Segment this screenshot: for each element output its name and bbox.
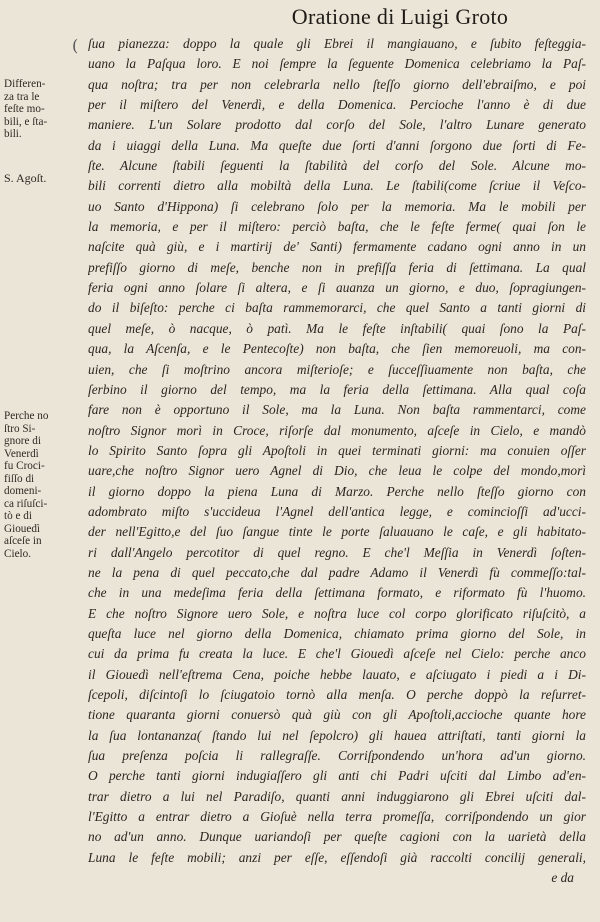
text-line: per il miſtero del Venerdì, e della Domenica. Percioche l'anno è di due — [88, 97, 586, 113]
text-line: tione quaranta giorni conuersò quà giù con gli Apoſtoli,accioche quante hore — [88, 707, 586, 723]
text-line: qua, la Aſcenſa, e le Pentecoſte) non baſta, che ſien memoreuoli, ma con- — [88, 341, 586, 357]
text-line: che in una medeſima feria della ſettimana formato, e riformato fù l'huomo. — [88, 585, 586, 601]
text-line: queſta luce nel giorno della Domenica, chiamato prima giorno del Sole, in — [88, 625, 586, 641]
text-line: bili correnti dietro alla mobiltà della Luna. Le ſtabili(come ſcriue il Veſco- — [88, 178, 586, 194]
text-line: l'Egitto a entrar dietro a Gioſuè nella terra promeſſa, corriſpondendo un gior — [88, 809, 586, 825]
margin-bracket-mark: ( — [72, 36, 79, 55]
text-line: da i uiaggi della Luna. Ma queſte due ſorti d'anni ſorgono due ſorti di Fe- — [88, 137, 586, 153]
text-line: E che noſtro Signore uero Sole, e noſtra luce col corpo glorificato riſuſcitò, a — [88, 605, 586, 621]
margin-note-line: za tra le — [4, 90, 40, 103]
margin-note-line: Venerdì — [4, 447, 39, 460]
text-line: quel meſe, ò nacque, ò patì. Ma le feſte inſtabili( quai ſono la Paſ- — [88, 320, 586, 336]
margin-note-line: domeni- — [4, 485, 42, 497]
text-line: il Giouedì nell'eſtrema Cena, poiche hebbe lauato, e aſciugato i piedi a i Di- — [88, 666, 586, 682]
margin-note-line: Giouedì — [4, 522, 41, 535]
text-line: O perche tanti giorni indugiaſſero gli anti chi Padri uſciti dal Limbo ad'en- — [88, 768, 586, 784]
text-line: ri dall'Angelo percotitor di quel regno. E che'l Meſſia in Venerdì ſoſten- — [88, 544, 586, 560]
text-line: ne la pena di quel peccato,che dal padre Adamo il Venerdì fù commeſſo:tal- — [88, 564, 586, 580]
running-header: Oratione di Luigi Groto — [291, 4, 509, 29]
margin-note-line: bili, e ſta- — [4, 115, 48, 128]
margin-note-line: aſceſe in — [4, 535, 42, 547]
text-line: uano la Paſqua loro. E noi ſempre la ſeguente Domenica celebriamo la Paſ- — [88, 56, 586, 72]
text-line: uien, che ſi moſtrino ancora miſterioſe; e ſucceſſiuamente non baſta, che — [88, 361, 586, 377]
margin-note-line: Differen- — [4, 78, 46, 90]
text-line: der nell'Egitto,e del ſuo ſangue tinte le porte ſaluauano le caſe, e gli habitato- — [88, 524, 586, 540]
text-line: e da — [551, 870, 574, 886]
text-line: ſua pianezza: doppo la quale gli Ebrei il mangiauano, e ſubito feſteggia- — [88, 36, 586, 51]
text-line: fare non è opportuno il Sole, ma la Luna. Non baſta rammentarci, come — [88, 402, 586, 418]
text-line: cui da prima fu creata la luce. E che'l Giouedì aſceſe nel Cielo: perche anco — [88, 646, 586, 662]
margin-note-line: bili. — [4, 128, 22, 140]
text-line: uare,che noſtro Signor uero Agnel di Dio, che leua le colpe del mondo,morì — [88, 463, 586, 479]
text-line: il giorno doppo la piena Luna di Marzo. Perche nello ſteſſo giorno con — [88, 483, 586, 499]
text-line: no ad'un anno. Dunque uariandoſi per queſte cagioni con la uarietà della — [88, 829, 586, 845]
text-line: ſerbino il giorno del tempo, ma la feria della ſettimana. Alla qual coſa — [88, 381, 586, 397]
margin-note-line: fu Croci- — [4, 460, 45, 472]
text-line: trar dietro a lui nel Paradiſo, quanti anni induggiarono gli Ebrei uſciti dal- — [88, 788, 586, 804]
margin-note-line: tò e di — [4, 510, 32, 522]
text-line: qua noſtra; tra per non celebrarla nello ſteſſo giorno dell'ebraiſmo, e poi — [88, 76, 586, 92]
text-line: noſtro Signor morì in Croce, riſorſe dal monumento, aſceſe in Cielo, e mandò — [88, 422, 586, 438]
margin-note-differenza — [4, 78, 88, 141]
main-text-block — [88, 34, 586, 888]
margin-note-line: ca riſuſci- — [4, 497, 48, 510]
margin-note-agostino: S. Agoſt. — [4, 171, 47, 185]
text-line: lo Spirito Santo ſopra gli Apoſtoli in quei terminati giorni: ma conuien oſſer — [88, 442, 586, 458]
text-line: adombrato miſto s'uccideua l'Agnel dell'antica legge, e comincioſſi ad'ucci- — [88, 503, 586, 519]
margin-note-line: Perche no — [4, 410, 49, 422]
text-line: prefiſſo giorno di meſe, benche non in prefiſſa feria di ſettimana. La qual — [88, 259, 586, 275]
text-line: Luna le feſte mobili; anzi per eſſe, eſſendoſi già raccolti concilij generali, — [88, 849, 586, 865]
text-line: la memoria, e per il miſtero: perciò baſta, che le feſte ferme( quai ſon le — [88, 219, 586, 235]
margin-note-line: ſtro Si- — [4, 422, 36, 435]
margin-note-line: Cielo. — [4, 547, 32, 560]
text-line: ſua preſenza poſcia li rallegraſſe. Corriſpondendo un'hora ad'un giorno. — [88, 748, 586, 764]
text-line: la ſua lontananza( ſtando lui nel ſepolcro) gli hauea attriſtati, tanti giorni la — [88, 727, 586, 743]
text-line: naſcite quà giù, e i martirij de' Santi) fermamente cadano ogni anno in un — [88, 239, 586, 255]
margin-note-line: feſte mo- — [4, 103, 45, 115]
text-line: ſte. Alcune ſtabili ſeguenti la ſtabilità del corſo del Sole. Alcune mo- — [88, 158, 586, 174]
text-line: do il biſeſto: perche ci baſta rammemorarci, che quel Santo a tanti giorni di — [88, 300, 586, 316]
text-line: uo Santo d'Hippona) ſi celebrano ſolo per la memoria. Ma le mobili per — [88, 198, 586, 214]
text-line: feria ogni anno ſolare ſi altera, e ſi auanza un giorno, e duo, ſopragiungen- — [88, 280, 586, 296]
text-line: ſcepoli, diſcintoſi lo ſciugatoio tornò alla menſa. O perche doppò la reſurret- — [88, 687, 586, 702]
margin-note-line: fiſſo di — [4, 472, 35, 485]
margin-note-line: gnore di — [4, 435, 41, 447]
margin-note-perche — [4, 410, 88, 560]
text-line: maniere. L'un Solare prodotto dal corſo del Sole, l'altro Lunare generato — [88, 117, 586, 133]
